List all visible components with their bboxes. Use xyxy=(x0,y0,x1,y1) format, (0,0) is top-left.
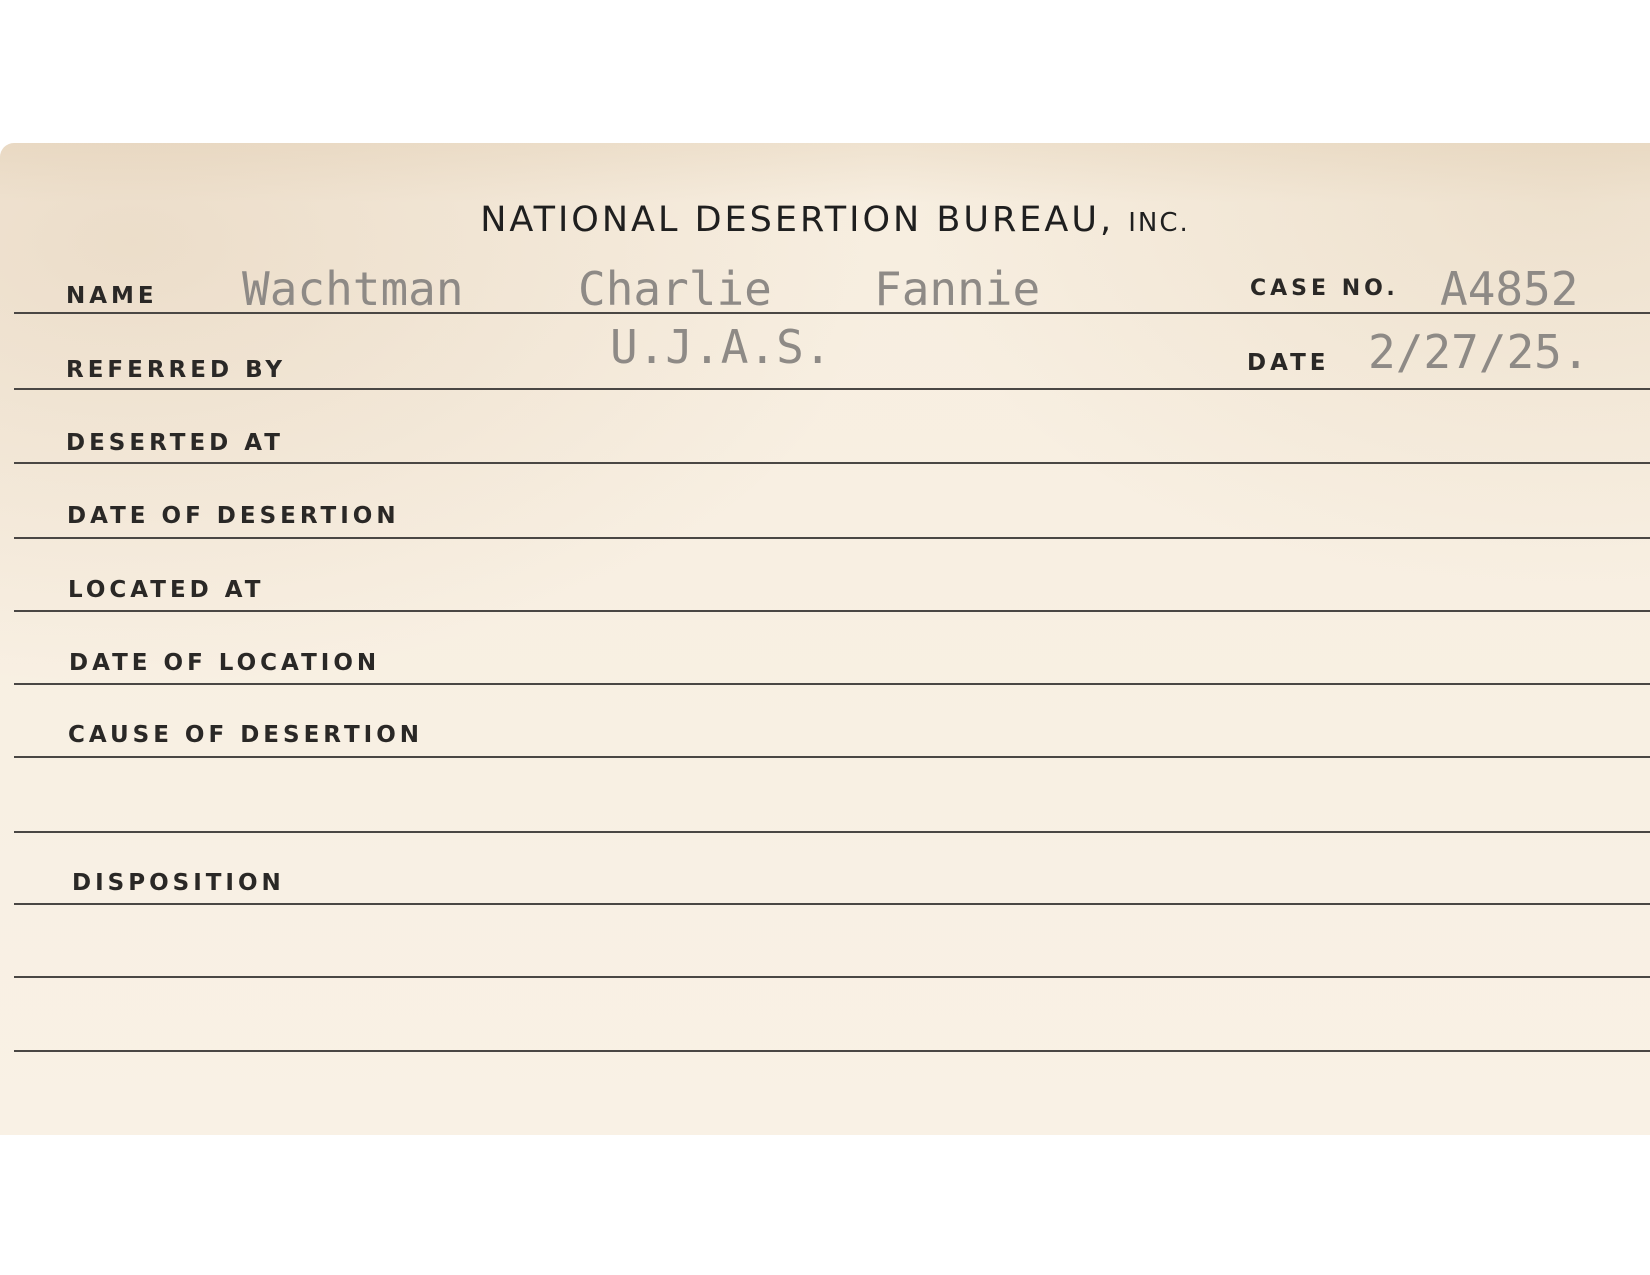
date-of-location-label: DATE OF LOCATION xyxy=(69,650,381,676)
date-value: 2/27/25. xyxy=(1368,325,1590,379)
date-of-desertion-rule xyxy=(14,537,1650,539)
case-no-label: CASE NO. xyxy=(1250,276,1399,301)
referred-by-value: U.J.A.S. xyxy=(610,320,832,374)
disposition-label: DISPOSITION xyxy=(72,870,285,896)
name-surname-value: Wachtman xyxy=(242,262,464,316)
deserted-at-rule xyxy=(14,462,1650,464)
referred-by-rule xyxy=(14,388,1650,390)
name-spouse-value: Fannie xyxy=(874,262,1041,316)
referred-by-label: REFERRED BY xyxy=(66,357,287,383)
org-suffix: INC. xyxy=(1128,208,1190,238)
cause-of-desertion-label: CAUSE OF DESERTION xyxy=(68,722,424,748)
cause-extra-rule xyxy=(14,831,1650,833)
date-of-desertion-label: DATE OF DESERTION xyxy=(67,503,400,529)
cause-of-desertion-rule xyxy=(14,756,1650,758)
disposition-rule xyxy=(14,903,1650,905)
org-name: NATIONAL DESERTION BUREAU, xyxy=(480,200,1115,240)
deserted-at-label: DESERTED AT xyxy=(66,430,284,456)
name-rule xyxy=(14,312,1650,314)
disposition-extra-rule-2 xyxy=(14,1050,1650,1052)
case-no-value: A4852 xyxy=(1440,262,1579,316)
disposition-extra-rule-1 xyxy=(14,976,1650,978)
date-of-location-rule xyxy=(14,683,1650,685)
date-label: DATE xyxy=(1247,350,1330,376)
name-first-value: Charlie xyxy=(578,262,772,316)
located-at-label: LOCATED AT xyxy=(68,577,265,603)
name-label: NAME xyxy=(66,283,158,309)
card-header xyxy=(0,200,1650,240)
located-at-rule xyxy=(14,610,1650,612)
